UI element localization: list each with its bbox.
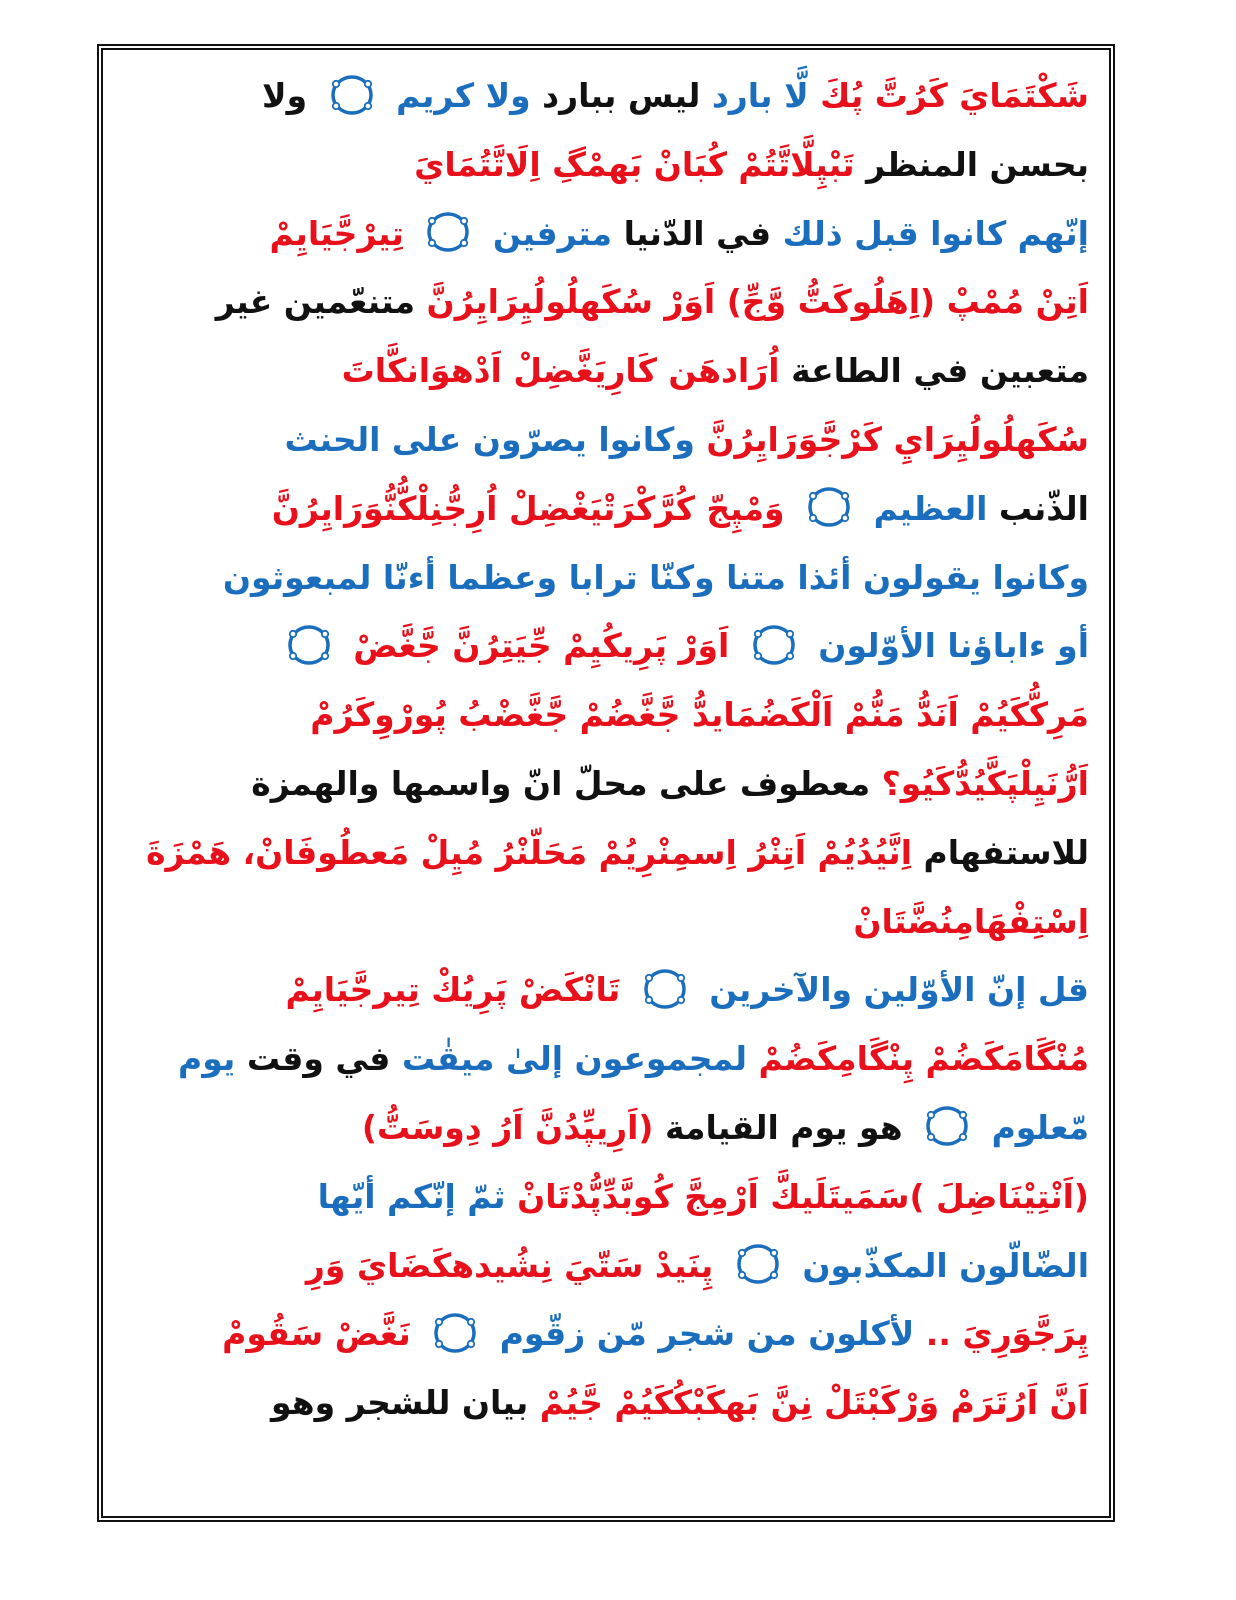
text-segment-blue: ولا كريم	[396, 76, 531, 115]
text-line	[123, 131, 1089, 200]
text-segment-black: الذّنب	[998, 488, 1089, 528]
text-segment-red: تِيرْجَّيَايِمْ	[269, 213, 404, 253]
text-segment-blue: مّعلوم	[991, 1107, 1089, 1147]
text-segment-black: بيان للشجر وهو	[271, 1383, 529, 1423]
text-segment-black: ولا	[262, 76, 308, 115]
text-segment-black: متعبين في الطاعة	[791, 351, 1089, 391]
text-line	[123, 475, 1089, 544]
text-segment-black: للاستفهام	[923, 832, 1089, 872]
text-line	[123, 1025, 1089, 1094]
page-border	[97, 44, 1115, 1522]
text-line	[123, 888, 1089, 957]
text-segment-red: پِنَيدْ سَتّيَ نِشُيدهكَضَايَ وَرِ	[305, 1245, 714, 1285]
text-segment-black: في الدّنيا	[623, 213, 772, 253]
text-line	[123, 1232, 1089, 1301]
verse-end-ornament-icon	[423, 209, 473, 255]
text-segment-red: شَكْتَمَايَ كَرُتَّ پُكَ	[820, 76, 1089, 115]
text-line	[123, 544, 1089, 613]
text-segment-red: نَغَّضْ سَقُومْ	[222, 1314, 411, 1354]
text-line	[123, 268, 1089, 337]
text-segment-blue: لأكلون من شجر مّن زقّوم	[499, 1314, 915, 1354]
text-segment-black: هو يوم القيامة	[665, 1107, 903, 1147]
text-segment-red: اُرَادهَن كَارِيَغَّضِلْ اَدْهوَانكَّاتَ	[341, 351, 780, 391]
text-segment-blue: لمجموعون إلىٰ ميقٰت	[401, 1039, 748, 1079]
text-segment-blue: ثمّ إنّكم أيّها	[317, 1176, 506, 1216]
text-segment-red: پِرَجَّوَرِيَ ..	[925, 1314, 1089, 1354]
text-segment-blue: يوم	[178, 1039, 236, 1079]
text-segment-red: مَرِكُّكَيُمْ اَنَدُّ مَنُّمْ اَلْكَضُمَايدُّ جَّغَّضُمْ جَّغَّضْبُ پُورْوِكَرُمْ	[310, 695, 1089, 735]
text-segment-blue: إنّهم كانوا قبل ذلك	[782, 213, 1089, 253]
text-segment-red: تَبْپِلَّاتَّتُمْ كُبَانْ بَهمْگِ اِلَاتَّتُمَايَ	[414, 144, 855, 184]
text-line	[123, 681, 1089, 750]
text-line	[123, 200, 1089, 269]
text-line	[123, 406, 1089, 475]
text-line	[123, 1369, 1089, 1438]
text-segment-black: في وقت	[246, 1039, 391, 1079]
text-segment-red: اِسْتِفْهَامِنُضَّتَانْ	[853, 901, 1089, 941]
text-segment-red: اَوَرْ پَرِيكُيِمْ جِّيَتِرُنَّ جَّغَّضْ	[353, 626, 730, 666]
text-segment-blue: الضّالّون المكذّبون	[802, 1245, 1089, 1285]
text-segment-blue: أو ءاباؤنا الأوّلون	[818, 626, 1089, 666]
text-segment-black: ليس ببارد	[542, 76, 701, 115]
verse-end-ornament-icon	[284, 622, 334, 668]
verse-end-ornament-icon	[327, 72, 377, 118]
verse-end-ornament-icon	[804, 484, 854, 530]
text-line	[123, 1163, 1089, 1232]
text-segment-black: بحسن المنظر	[866, 144, 1089, 184]
text-line	[123, 337, 1089, 406]
text-line	[123, 1300, 1089, 1369]
text-segment-blue: قل إنّ الأوّلين والآخرين	[709, 970, 1089, 1010]
document-body	[123, 62, 1089, 1438]
text-segment-red: اَنَّ اَرُتَرَمْ وَرْكَبْتَلْ نِنَّ بَهكَبْكُكَيُمْ جَّيُمْ	[539, 1383, 1089, 1423]
text-segment-red: تَانْكَضْ پَرِيُكْ تِيرجَّيَايِمْ	[285, 970, 621, 1010]
text-segment-red: (اَنْتِيْنَاضِلَ )سَمَيتَلَيكَّ اَرْمِجَّ كُوبَّدِّپُّدْتَانْ	[517, 1176, 1089, 1216]
text-segment-blue: مترفين	[492, 213, 613, 253]
verse-end-ornament-icon	[640, 966, 690, 1012]
text-line	[123, 612, 1089, 681]
verse-end-ornament-icon	[922, 1103, 972, 1149]
text-line	[123, 956, 1089, 1025]
text-line	[123, 750, 1089, 819]
verse-end-ornament-icon	[733, 1241, 783, 1287]
text-segment-red: اِنَّيُدُيُمْ اَتِنْرُ اِسمِنْرِيُمْ مَحَلّنْرُ مُيِلْ مَعطُوفَانْ، هَمْزَةَ	[146, 832, 913, 872]
text-segment-red: اَتِنْ مُمْپْ (اِهَلُوكَتُّ وَّجِّ) اَوَرْ سُكَهلُولُيِرَايِرُنَّ	[426, 282, 1089, 322]
text-segment-red: مُنْگَامَكَضُمْ پِنْگَامِكَضُمْ	[758, 1039, 1089, 1079]
text-segment-red: اَرُّنَيِلْپَكَّيُدُّكَيُو؟	[881, 763, 1089, 803]
text-segment-red: وَمْپِجّ كُرَّكْرَتْيَغْضِلْ اُرِجُّنِلْكُّنُّوَرَايِرُنَّ	[271, 488, 785, 528]
text-segment-blue: العظيم	[873, 488, 988, 528]
text-line	[123, 1094, 1089, 1163]
verse-end-ornament-icon	[430, 1310, 480, 1356]
text-segment-blue: وكانوا يقولون أئذا متنا وكنّا ترابا وعظما أءنّا لمبعوثون	[222, 557, 1089, 597]
text-segment-red: (اَرِيپِّدُنَّ اَرُ دِوسَتُّ)	[361, 1107, 654, 1147]
text-line	[123, 819, 1089, 888]
text-segment-blue: وكانوا يصرّون على الحنث	[284, 419, 695, 459]
verse-end-ornament-icon	[749, 622, 799, 668]
text-segment-black: معطوف على محلّ انّ واسمها والهمزة	[251, 763, 871, 803]
text-line	[123, 62, 1089, 131]
text-segment-black: متنعّمين غير	[215, 282, 416, 322]
text-segment-blue: لَّا بارد	[711, 76, 809, 115]
text-segment-red: سُكَهلُولُيِرَايِ كَرْجَّوَرَايِرُنَّ	[706, 419, 1089, 459]
